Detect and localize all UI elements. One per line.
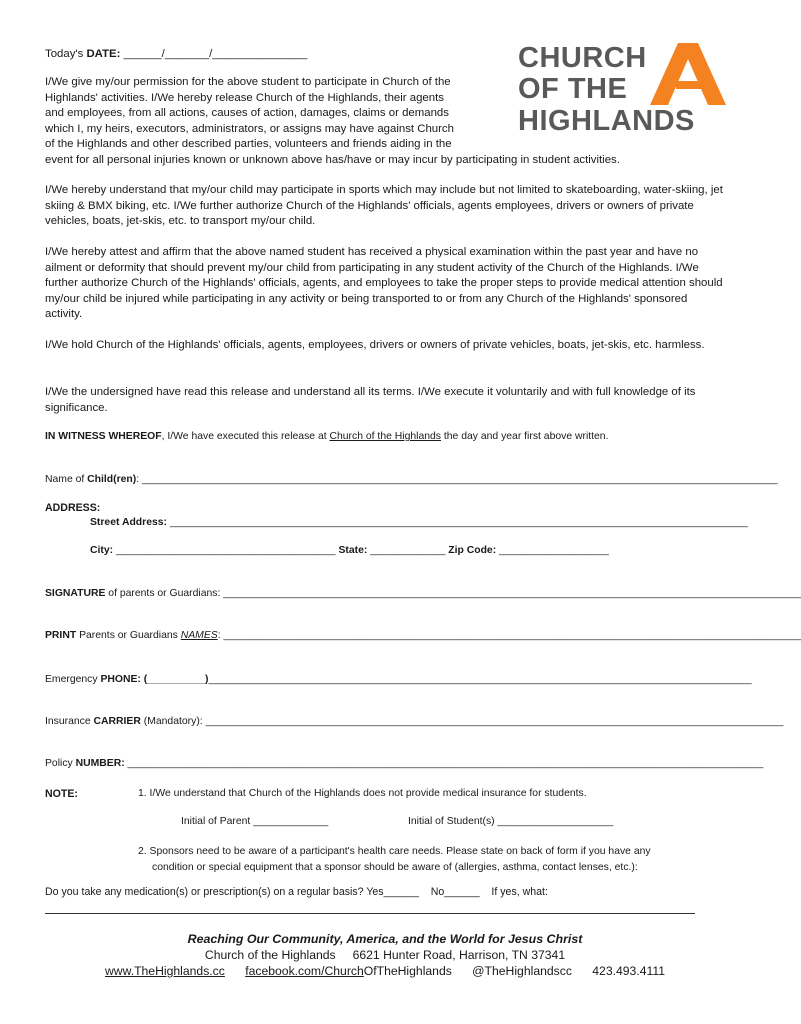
paragraph-harmless: I/We hold Church of the Highlands' officials, agents, employees, drivers or owners of private vehicles, boats, jet-skis, etc. harmless. [45,339,705,351]
facebook-link-underlined: facebook.com/Church [245,964,364,978]
logo-line-3: HIGHLANDS [518,105,695,137]
facebook-link[interactable] [245,964,452,978]
facebook-link-rest: OfTheHighlands [363,964,452,978]
paragraph-sports: I/We hereby understand that my/our child may participate in sports which may include but not limited to skateboarding, water-skiing, jet skiing & BMX biking, etc. I/We further authorize Church of the Highlands' officials, agents employees, drivers or owners of private vehicles, boats, jet-skis, etc. to transport my/our child. [45,184,723,228]
blank-line: ____________________________________________________________________________________________________ [223,588,801,599]
street-label: Street Address: [90,517,167,528]
signature-strong: SIGNATURE [45,588,106,599]
state-label: State: [338,545,368,556]
note-item-2 [138,844,651,875]
state-field[interactable]: _____________ [367,545,449,556]
website-link[interactable]: www.TheHighlands.cc [104,964,225,978]
child-label-post: : [136,474,142,485]
witness-end: the day and year first above written. [440,431,609,442]
date-line [45,48,307,60]
twitter-handle: @TheHighlandscc [472,964,572,978]
carrier-strong: CARRIER [93,716,141,727]
zip-field[interactable]: ___________________ [496,545,609,556]
print-strong: PRINT [45,630,77,641]
blank-line: ______________________________________________________________________________________________________________ [142,474,778,485]
city-state-zip-row [90,545,720,556]
p1-line: which I, my heirs, executors, administrators, or assigns may have against Church [45,122,454,135]
medication-no-field[interactable]: No______ [430,886,480,898]
blank-line: ____________________________________________________________________________________________________ [167,517,748,528]
footer-contact-line [0,964,770,978]
paragraph-acknowledge: I/We the undersigned have read this release and understand all its terms. I/We execute it voluntarily and with full knowledge of its significance. [45,386,696,414]
emergency-phone-field[interactable] [45,674,752,685]
print-mid: Parents or Guardians [76,630,181,641]
initial-parent-field[interactable]: Initial of Parent _____________ [181,816,329,827]
witness-middle: , I/We have executed this release at [161,431,330,442]
medication-details-line[interactable] [45,913,695,914]
p1-line: and employees, from all actions, causes of action, damages, claims or demands [45,107,449,120]
note-label: NOTE: [45,788,78,800]
medication-ifyes: If yes, what: [491,886,548,898]
witness-strong: IN WITNESS WHEREOF [45,431,162,442]
note-item-2-line-1: 2. Sponsors need to be aware of a participant's health care needs. Please state on back of form if you have any [138,846,651,857]
street-address-field[interactable] [90,517,748,528]
note-item-2-line-2: condition or special equipment that a sponsor should be aware of (allergies, asthma, contact lenses, etc.): [152,861,638,873]
child-label-pre: Name of [45,474,88,485]
witness-line [45,431,608,442]
logo-line-2: OF THE [518,73,628,105]
date-label-strong: DATE: [86,48,121,60]
date-field[interactable]: ______/_______/_______________ [120,48,308,60]
insurance-carrier-field[interactable] [45,716,784,727]
city-label: City: [90,545,114,556]
date-label: Today's [45,48,87,60]
print-names-field[interactable] [45,630,801,641]
footer-phone: 423.493.4111 [592,964,666,978]
medication-row [45,886,548,898]
paragraph-physical: I/We hereby attest and affirm that the above named student has received a physical examination within the past year and have no ailment or deformity that should prevent my/our child from participating in any student activity of the Church of the Highlands. I/We further authorize Church of the Highlands' officials, agents, and employees to take the proper steps to provide medical attention should my/our child be injured while participating in any activity or being transported to or from any Church of the Highlands' sponsored activity. [45,246,723,321]
phone-close: ) [205,674,209,685]
p1-line: of the Highlands and other described parties, volunteers and friends aiding in the [45,138,452,151]
blank-line: ____________________________________________________________________________________________________ [223,630,801,641]
print-names: NAMES [180,630,218,641]
p1-line: Highlands' activities. I/We hereby release Church of the Highlands, their agents [45,91,444,104]
blank-line: ____________________________________________________________________________________________________ [205,716,784,727]
phone-strong: PHONE: ( [100,674,148,685]
medication-question: Do you take any medication(s) or prescription(s) on a regular basis? [45,886,367,898]
blank-line: ______________________________________________________________________________________________ [208,674,752,685]
initial-student-field[interactable]: Initial of Student(s) ____________________ [408,816,614,827]
child-name-field[interactable] [45,474,778,485]
policy-strong: NUMBER: [75,758,125,769]
policy-pre: Policy [45,758,76,769]
footer-church-name: Church of the Highlands [204,948,336,962]
paragraph-permission [45,75,620,169]
signature-rest: of parents or Guardians: [105,588,224,599]
witness-church-link: Church of the Highlands [329,431,441,442]
medication-yes-field[interactable]: Yes______ [366,886,419,898]
note-item-1: 1. I/We understand that Church of the Highlands does not provide medical insurance for students. [138,788,587,799]
highlands-a-icon [650,43,726,105]
print-colon: : [217,630,224,641]
zip-label: Zip Code: [448,545,497,556]
footer-address-line [0,948,770,962]
address-label: ADDRESS: [45,502,101,514]
footer-address: 6621 Hunter Road, Harrison, TN 37341 [352,948,566,962]
phone-pre: Emergency [45,674,101,685]
logo-line-1: CHURCH [518,42,647,74]
city-field[interactable]: ______________________________________ [113,545,339,556]
child-label-strong: Child(ren) [87,474,137,485]
p1-line: event for all personal injuries known or unknown above has/have or may incur by participating in student activities. [45,153,620,166]
carrier-rest: (Mandatory): [140,716,206,727]
blank-line: ______________________________________________________________________________________________________________ [124,758,764,769]
policy-number-field[interactable] [45,758,764,769]
signature-field[interactable] [45,588,801,599]
phone-area-blank: __________ [147,674,206,685]
footer-tagline: Reaching Our Community, America, and the World for Jesus Christ [187,932,583,946]
carrier-pre: Insurance [45,716,94,727]
p1-line: I/We give my/our permission for the above student to participate in Church of the [45,76,451,88]
